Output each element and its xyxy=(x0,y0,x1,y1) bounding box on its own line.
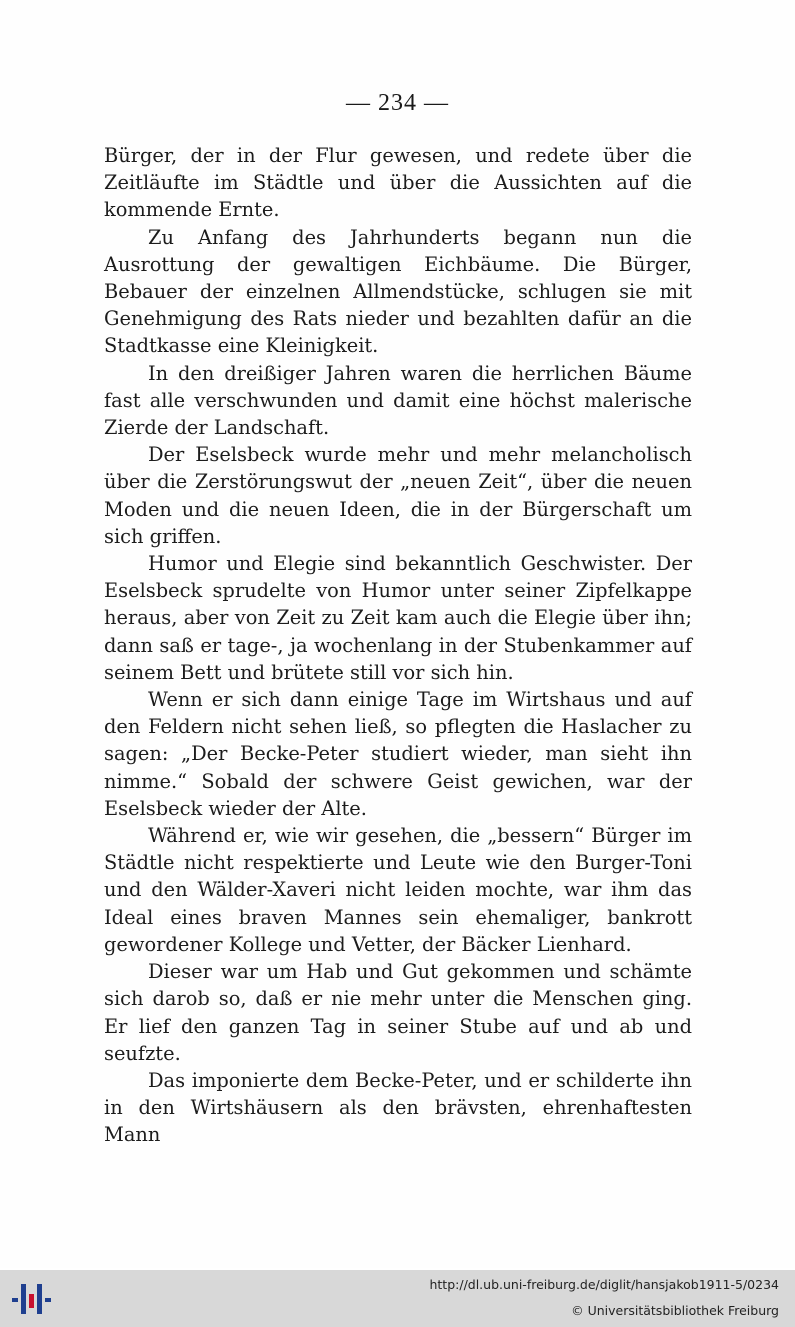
paragraph: Der Eselsbeck wurde mehr und mehr melancholisch über die Zerstörungswut der „neuen Zeit“, über die neuen Moden und die neuen Ideen, die in der Bürgerschaft um sich griffen. xyxy=(104,443,692,548)
paragraph: Bürger, der in der Flur gewesen, und redete über die Zeitläufte im Städtle und über die Aussichten auf die kommende Ernte. xyxy=(104,144,692,222)
paragraph: Wenn er sich dann einige Tage im Wirtshaus und auf den Feldern nicht sehen ließ, so pflegten die Haslacher zu sagen: „Der Becke-Peter studiert wieder, man sieht ihn nimme.“ Sobald der schwere Geist gewichen, war der Eselsbeck wieder der Alte. xyxy=(104,688,692,820)
permalink-url[interactable]: http://dl.ub.uni-freiburg.de/diglit/hansjakob1911-5/0234 xyxy=(429,1277,779,1292)
paragraph: In den dreißiger Jahren waren die herrlichen Bäume fast alle verschwunden und damit eine höchst malerische Zierde der Landschaft. xyxy=(104,361,692,440)
paragraph: Dieser war um Hab und Gut gekommen und schämte sich darob so, daß er nie mehr unter die Menschen ging. Er lief den ganzen Tag in seiner Stube auf und ab und seufzte. xyxy=(104,960,692,1065)
viewer-footer xyxy=(0,1270,795,1327)
paragraph: Humor und Elegie sind bekanntlich Geschwister. Der Eselsbeck sprudelte von Humor unter seiner Zipfelkappe heraus, aber von Zeit zu Zeit kam auch die Elegie über ihn; dann saß er tage-, ja wochenlang in der Stubenkammer auf seinem Bett und brütete still vor sich hin. xyxy=(104,552,692,684)
copyright-notice: © Universitätsbibliothek Freiburg xyxy=(571,1303,779,1318)
ub-freiburg-logo-icon[interactable] xyxy=(12,1280,52,1318)
paragraph: Das imponierte dem Becke-Peter, und er schilderte ihn in den Wirtshäusern als den brävsten, ehrenhaftesten Mann xyxy=(104,1068,692,1147)
page-number: — 234 — xyxy=(346,90,449,116)
paragraph: Während er, wie wir gesehen, die „bessern“ Bürger im Städtle nicht respektierte und Leute wie den Burger-Toni und den Wälder-Xaveri nicht leiden mochte, war ihm das Ideal eines braven Mannes sein ehemaliger, bankrott gewordener Kollege und Vetter, der Bäcker Lienhard. xyxy=(104,824,692,956)
paragraph: Zu Anfang des Jahrhunderts begann nun die Ausrottung der gewaltigen Eichbäume. Die Bürger, Bebauer der einzelnen Allmendstücke, schlugen sie mit Genehmigung des Rats nieder und bezahlten dafür an die Stadtkasse eine Kleinigkeit. xyxy=(104,225,692,358)
body-text xyxy=(104,142,692,1149)
